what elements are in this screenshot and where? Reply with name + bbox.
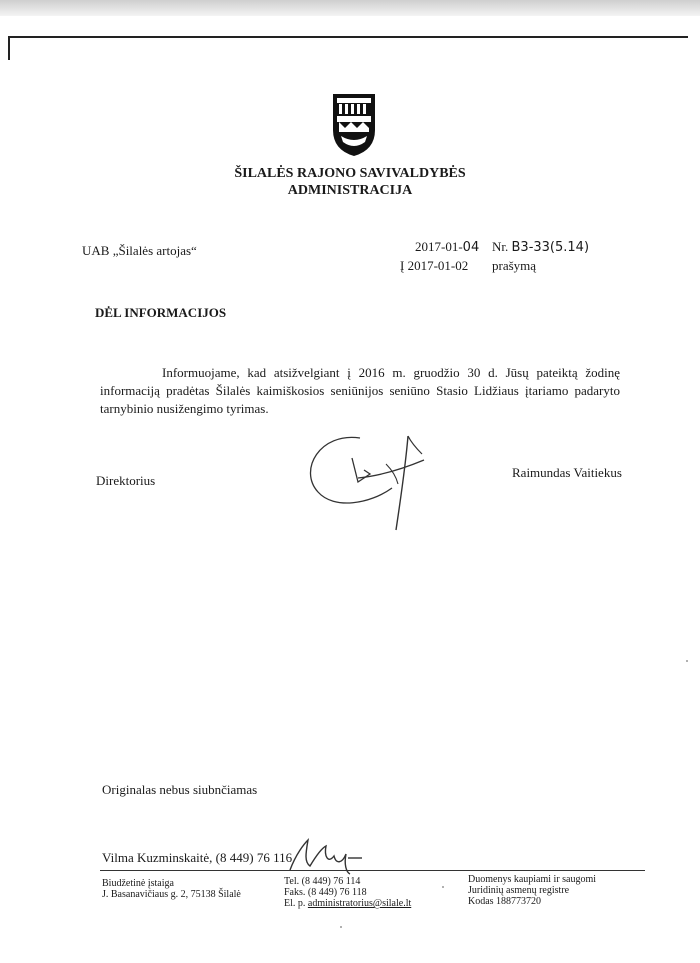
footer-email-prefix: El. p. (284, 898, 306, 909)
footer-email-line (284, 898, 411, 909)
recipient: UAB „Šilalės artojas“ (82, 243, 197, 258)
footer-phone: Tel. (8 449) 76 114 (284, 876, 361, 887)
original-notice: Originalas nebus siubnčiamas (102, 782, 258, 797)
reply-date: 2017-01-02 (407, 258, 469, 273)
footer-registry-line-1: Duomenys kaupiami ir saugomi (468, 874, 597, 885)
institution-line-1: ŠILALĖS RAJONO SAVIVALDYBĖS (234, 166, 466, 181)
signatory-name: Raimundas Vaitiekus (512, 465, 622, 480)
footer-institution-type: Biudžetinė įstaiga (102, 878, 174, 889)
letter-date-handwritten: 04 (462, 240, 480, 255)
scan-speck (340, 926, 342, 928)
letter-date (415, 239, 479, 255)
page-border-left (8, 36, 10, 60)
institution-line-2: ADMINISTRACIJA (287, 183, 413, 198)
letter-number-label: Nr. (492, 239, 509, 254)
reply-document: prašymą (492, 258, 537, 273)
institution-heading (200, 165, 500, 199)
letter-number (492, 239, 589, 255)
scan-speck (442, 886, 444, 888)
page-border-top (8, 36, 688, 38)
footer-address-line: J. Basanavičiaus g. 2, 75138 Šilalė (102, 889, 241, 900)
footer-registry-code: Kodas 188773720 (468, 896, 542, 907)
footer-fax: Faks. (8 449) 76 118 (284, 887, 367, 898)
letter-number-handwritten: B3-33(5.14) (511, 240, 590, 255)
reply-reference (400, 258, 468, 274)
footer-registry (468, 874, 596, 907)
scan-speck (686, 660, 688, 662)
footer-rule (100, 870, 645, 871)
letter-body-text: Informuojame, kad atsižvelgiant į 2016 m. gruodžio 30 d. Jūsų pateiktą žodinę informaciją pradėtas Šilalės kaimiškosios seniūnijos seniūno Stasio Lidžiaus įtariamo padaryto tarnybinio nusižengimo tyrimas. (100, 365, 620, 416)
handwritten-signature (300, 430, 440, 540)
handwritten-initials (286, 834, 366, 878)
author-contact: Vilma Kuzminskaitė, (8 449) 76 116 (102, 850, 293, 865)
signatory-position: Direktorius (96, 473, 156, 488)
footer-contacts (284, 876, 411, 909)
reply-prefix: Į (400, 258, 405, 273)
letter-body (100, 364, 620, 418)
letter-date-printed: 2017-01- (415, 239, 463, 254)
footer-registry-line-2: Juridinių asmenų registre (468, 885, 570, 896)
subject-heading: DĖL INFORMACIJOS (95, 305, 227, 320)
coat-of-arms-icon (331, 92, 377, 158)
footer-email-link[interactable]: administratorius@silale.lt (307, 898, 412, 909)
scan-edge-shadow (0, 0, 700, 16)
footer-address (102, 878, 241, 900)
